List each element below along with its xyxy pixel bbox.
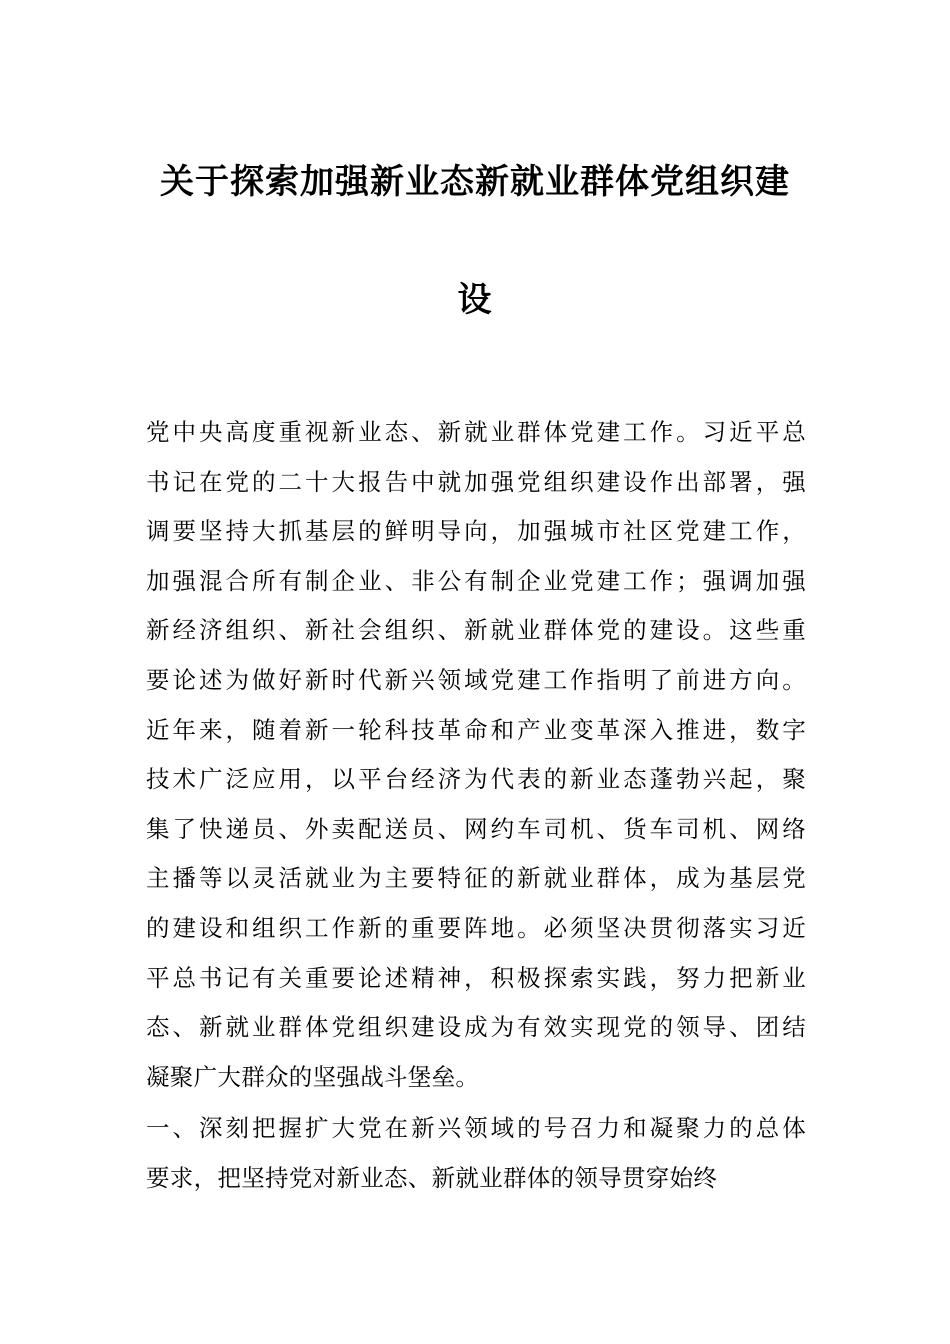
paragraph-line: 要论述为做好新时代新兴领域党建工作指明了前进方向。 bbox=[146, 665, 806, 694]
paragraph-line: 集了快递员、外卖配送员、网约车司机、货车司机、网络 bbox=[146, 814, 806, 843]
document-title-line-1: 关于探索加强新业态新就业群体党组织建 bbox=[160, 162, 790, 202]
section-heading-paragraph bbox=[146, 1104, 806, 1203]
document-title-line-2: 设 bbox=[457, 280, 493, 320]
paragraph-line: 凝聚广大群众的坚强战斗堡垒。 bbox=[146, 1062, 480, 1091]
paragraph-line: 主播等以灵活就业为主要特征的新就业群体，成为基层党 bbox=[146, 864, 806, 893]
paragraph-line: 技术广泛应用，以平台经济为代表的新业态蓬勃兴起，聚 bbox=[146, 765, 806, 794]
paragraph-line: 平总书记有关重要论述精神，积极探索实践，努力把新业 bbox=[146, 963, 806, 992]
intro-paragraph bbox=[146, 408, 806, 1102]
paragraph-line: 的建设和组织工作新的重要阵地。必须坚决贯彻落实习近 bbox=[146, 913, 806, 942]
paragraph-line: 加强混合所有制企业、非公有制企业党建工作；强调加强 bbox=[146, 566, 806, 595]
paragraph-line: 要求，把坚持党对新业态、新就业群体的领导贯穿始终 bbox=[146, 1163, 718, 1192]
paragraph-line: 近年来，随着新一轮科技革命和产业变革深入推进，数字 bbox=[146, 715, 806, 744]
paragraph-line: 一、深刻把握扩大党在新兴领域的号召力和凝聚力的总体 bbox=[146, 1114, 806, 1142]
paragraph-line: 党中央高度重视新业态、新就业群体党建工作。习近平总 bbox=[146, 418, 806, 446]
paragraph-line: 态、新就业群体党组织建设成为有效实现党的领导、团结 bbox=[146, 1013, 806, 1042]
paragraph-line: 调要坚持大抓基层的鲜明导向，加强城市社区党建工作， bbox=[146, 517, 806, 546]
paragraph-line: 新经济组织、新社会组织、新就业群体党的建设。这些重 bbox=[146, 616, 806, 645]
paragraph-line: 书记在党的二十大报告中就加强党组织建设作出部署，强 bbox=[146, 467, 806, 496]
